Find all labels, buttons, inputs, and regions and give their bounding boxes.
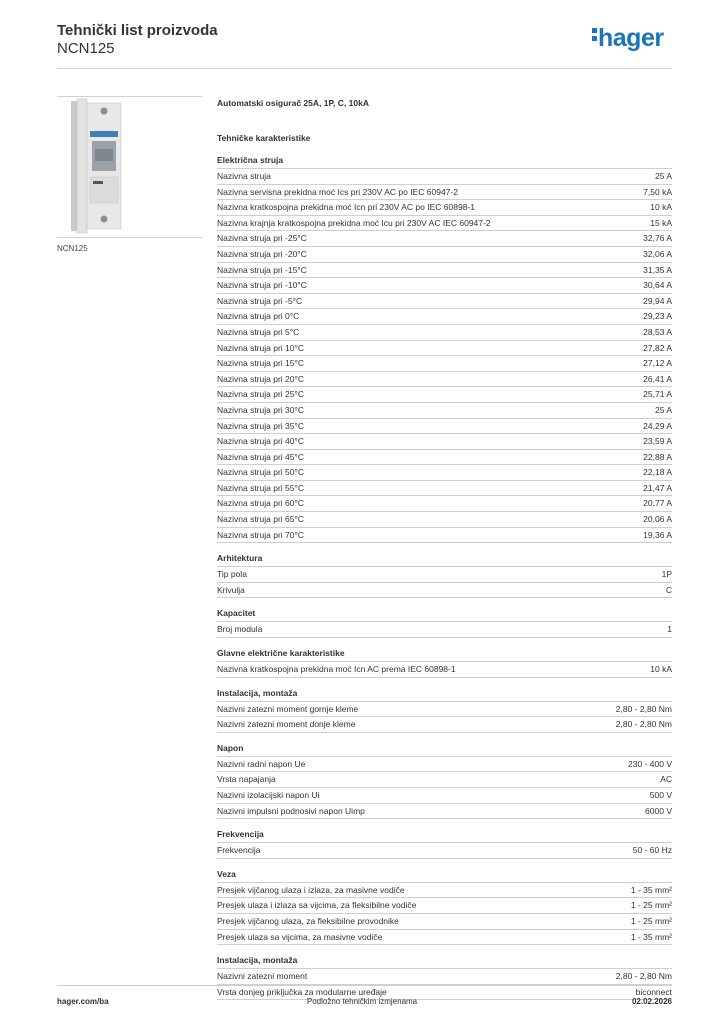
spec-label: Nazivni zatezni moment donje kleme: [217, 719, 356, 730]
spec-row: [217, 913, 672, 929]
spec-value: 25,71 A: [643, 389, 672, 400]
spec-value: 31,35 A: [643, 264, 672, 275]
spec-row: [217, 527, 672, 544]
spec-label: Nazivna struja pri 40°C: [217, 436, 305, 447]
spec-value: 230 - 400 V: [628, 758, 672, 769]
spec-row: [217, 582, 672, 599]
spec-value: 1 - 35 mm²: [630, 884, 672, 895]
spec-row: [217, 968, 672, 984]
spec-label: Nazivna kratkospojna prekidna moć Icn AC prema IEC 60898-1: [217, 664, 456, 675]
spec-row: [217, 882, 672, 898]
spec-value: 27,82 A: [643, 342, 672, 353]
spec-row: [217, 230, 672, 246]
spec-label: Nazivna struja pri 15°C: [217, 358, 305, 369]
spec-label: Vrsta napajanja: [217, 774, 276, 785]
spec-sections: [217, 155, 672, 1000]
spec-label: Presjek ulaza sa vijcima, za masivne vodiče: [217, 931, 383, 942]
spec-row: [217, 324, 672, 340]
footer-divider: [57, 985, 672, 986]
spec-value: 20,06 A: [643, 514, 672, 525]
spec-value: 2,80 - 2,80 Nm: [615, 971, 672, 982]
spec-row: [217, 842, 672, 859]
spec-label: Tip pola: [217, 569, 247, 580]
spec-row: [217, 402, 672, 418]
spec-label: Nazivna struja pri -10°C: [217, 280, 307, 291]
section-title: Arhitektura: [217, 553, 263, 564]
footer-date: 02.02.2026: [631, 997, 672, 1006]
spec-label: Krivulja: [217, 584, 245, 595]
spec-value: 24,29 A: [643, 420, 672, 431]
spec-row: [217, 621, 672, 638]
spec-row: [217, 199, 672, 215]
spec-label: Nazivna struja pri 55°C: [217, 482, 305, 493]
spec-value: 32,06 A: [643, 248, 672, 259]
spec-label: Nazivna struja pri 5°C: [217, 326, 300, 337]
spec-row: [217, 716, 672, 733]
spec-row: [217, 480, 672, 496]
spec-value: 30,64 A: [643, 280, 672, 291]
spec-section: [217, 648, 672, 678]
spec-row: [217, 293, 672, 309]
spec-value: 29,94 A: [643, 295, 672, 306]
footer-notice: Podložno tehničkim izmjenama: [306, 997, 418, 1006]
spec-row: [217, 246, 672, 262]
spec-label: Presjek vijčanog ulaza, za fleksibilne provodnike: [217, 915, 399, 926]
spec-value: 28,53 A: [643, 326, 672, 337]
spec-section: [217, 869, 672, 945]
spec-value: 25 A: [654, 404, 672, 415]
product-image-caption: NCN125: [57, 244, 88, 253]
spec-label: Nazivni zatezni moment gornje kleme: [217, 703, 359, 714]
spec-value: 1 - 35 mm²: [630, 931, 672, 942]
spec-value: 10 kA: [650, 664, 672, 675]
spec-row: [217, 184, 672, 200]
spec-value: 7,50 kA: [643, 186, 672, 197]
spec-value: 1: [667, 624, 672, 635]
spec-label: Nazivna struja pri 0°C: [217, 311, 300, 322]
spec-row: [217, 277, 672, 293]
spec-value: 6000 V: [645, 805, 672, 816]
spec-label: Nazivna struja pri 25°C: [217, 389, 305, 400]
spec-row: [217, 215, 672, 231]
spec-label: Broj modula: [217, 624, 263, 635]
spec-section: [217, 155, 672, 543]
spec-value: 22,88 A: [643, 451, 672, 462]
spec-label: Frekvencija: [217, 845, 261, 856]
spec-value: 22,18 A: [643, 467, 672, 478]
spec-rows: [217, 701, 672, 733]
spec-value: AC: [660, 774, 672, 785]
spec-section: [217, 829, 672, 859]
spec-label: Nazivni impulsni podnosivi napon Uimp: [217, 805, 365, 816]
spec-section: [217, 743, 672, 819]
hager-logo: [592, 24, 664, 53]
spec-row: [217, 371, 672, 387]
section-title: Napon: [217, 742, 244, 753]
spec-value: 1 - 25 mm²: [630, 900, 672, 911]
spec-value: 10 kA: [650, 202, 672, 213]
spec-row: [217, 340, 672, 356]
spec-value: 25 A: [654, 171, 672, 181]
spec-label: Nazivna struja: [217, 171, 271, 181]
spec-rows: [217, 168, 672, 543]
section-title: Kapacitet: [217, 608, 256, 619]
spec-value: 1 - 25 mm²: [630, 915, 672, 926]
spec-row: [217, 418, 672, 434]
spec-value: 29,23 A: [643, 311, 672, 322]
spec-row: [217, 897, 672, 913]
spec-row: [217, 495, 672, 511]
spec-value: 500 V: [649, 790, 672, 800]
spec-rows: [217, 661, 672, 678]
spec-row: [217, 308, 672, 324]
spec-label: Presjek vijčanog ulaza i izlaza, za masivne vodiče: [217, 884, 405, 895]
spec-label: Nazivna struja pri -5°C: [217, 295, 303, 306]
section-title: Frekvencija: [217, 829, 264, 840]
spec-label: Nazivna struja pri -20°C: [217, 248, 307, 259]
product-image: [57, 96, 202, 238]
spec-label: Nazivna kratkospojna prekidna moć Icn pri 230V AC po IEC 60898-1: [217, 202, 475, 213]
spec-value: biconnect: [635, 986, 672, 997]
spec-row: [217, 787, 672, 803]
spec-value: C: [665, 584, 672, 595]
spec-label: Nazivna struja pri 65°C: [217, 514, 305, 525]
spec-label: Nazivni radni napon Ue: [217, 758, 306, 769]
spec-label: Nazivni zatezni moment: [217, 971, 308, 982]
spec-label: Presjek ulaza i izlaza sa vijcima, za fleksibilne vodiče: [217, 900, 417, 911]
spec-rows: [217, 756, 672, 819]
section-title: Glavne električne karakteristike: [217, 648, 345, 659]
spec-label: Nazivna servisna prekidna moć Ics pri 230V AC po IEC 60947-2: [217, 186, 458, 197]
spec-row: [217, 433, 672, 449]
tech-characteristics-title: Tehničke karakteristike: [217, 133, 311, 143]
logo-dots-icon: [592, 25, 597, 44]
spec-row: [217, 449, 672, 465]
spec-rows: [217, 882, 672, 945]
section-title: Instalacija, montaža: [217, 955, 298, 966]
spec-row: [217, 511, 672, 527]
spec-label: Nazivna struja pri 45°C: [217, 451, 305, 462]
spec-label: Nazivna struja pri 50°C: [217, 467, 305, 478]
logo-text: hager: [598, 24, 664, 52]
spec-rows: [217, 566, 672, 598]
spec-row: [217, 262, 672, 278]
spec-sheet: [217, 96, 672, 1000]
spec-row: [217, 168, 672, 184]
spec-value: 26,41 A: [643, 373, 672, 384]
spec-label: Nazivna struja pri 10°C: [217, 342, 305, 353]
product-code-subtitle: NCN125: [57, 40, 115, 57]
spec-rows: [217, 621, 672, 638]
spec-value: 23,59 A: [643, 436, 672, 447]
spec-label: Nazivna struja pri 35°C: [217, 420, 305, 431]
spec-row: [217, 355, 672, 371]
spec-rows: [217, 842, 672, 859]
section-title: Instalacija, montaža: [217, 687, 298, 698]
spec-label: Nazivna struja pri 20°C: [217, 373, 305, 384]
spec-section: [217, 955, 672, 1000]
header-divider: [57, 68, 672, 69]
spec-value: 2,80 - 2,80 Nm: [615, 703, 672, 714]
spec-label: Nazivni izolacijski napon Ui: [217, 790, 320, 800]
spec-value: 21,47 A: [643, 482, 672, 493]
spec-label: Nazivna struja pri -15°C: [217, 264, 307, 275]
spec-label: Nazivna struja pri 70°C: [217, 529, 305, 540]
section-title: Električna struja: [217, 155, 284, 165]
spec-section: [217, 688, 672, 733]
spec-value: 2,80 - 2,80 Nm: [615, 719, 672, 730]
spec-row: [217, 386, 672, 402]
spec-value: 15 kA: [650, 217, 672, 228]
spec-value: 50 - 60 Hz: [632, 845, 672, 856]
spec-label: Nazivna krajnja kratkospojna prekidna moć Icu pri 230V AC IEC 60947-2: [217, 217, 491, 228]
spec-label: Nazivna struja pri 60°C: [217, 498, 305, 509]
footer-website: hager.com/ba: [57, 997, 109, 1006]
circuit-breaker-image: [57, 97, 202, 237]
section-title: Veza: [217, 868, 236, 879]
page-title: Tehnički list proizvoda: [57, 22, 218, 39]
spec-row: [217, 566, 672, 582]
spec-row: [217, 756, 672, 772]
product-name: Automatski osigurač 25A, 1P, C, 10kA: [217, 98, 369, 108]
spec-label: Nazivna struja pri 30°C: [217, 404, 305, 415]
spec-row: [217, 803, 672, 820]
spec-row: [217, 929, 672, 946]
spec-value: 19,36 A: [643, 529, 672, 540]
spec-label: Nazivna struja pri -25°C: [217, 233, 307, 244]
spec-value: 32,76 A: [643, 233, 672, 244]
spec-value: 1P: [661, 569, 672, 580]
spec-row: [217, 701, 672, 717]
spec-section: [217, 608, 672, 638]
spec-section: [217, 553, 672, 598]
spec-row: [217, 771, 672, 787]
spec-value: 27,12 A: [643, 358, 672, 369]
spec-row: [217, 661, 672, 678]
spec-row: [217, 464, 672, 480]
spec-value: 20,77 A: [643, 498, 672, 509]
spec-label: Vrsta donjeg priključka za modularne uređaje: [217, 986, 387, 997]
